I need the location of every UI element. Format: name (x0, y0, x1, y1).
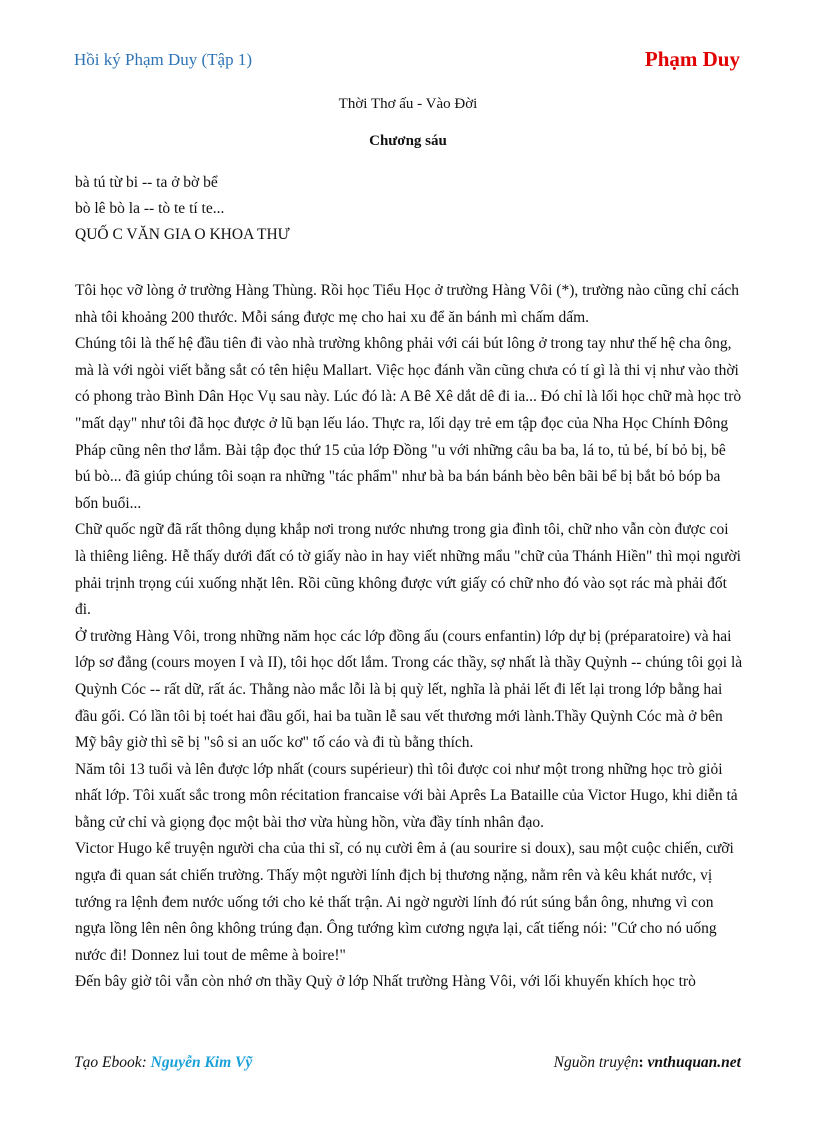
footer-ebook-credit: Tạo Ebook: Nguyễn Kim Vỹ (74, 1054, 253, 1071)
ebook-creator-name: Nguyễn Kim Vỹ (150, 1054, 253, 1071)
paragraph: Ở trường Hàng Vôi, trong những năm học các lớp đồng ấu (cours enfantin) lớp dự bị (préparatoire) và hai lớp sơ đẳng (cours moyen I và II), tôi học dốt lắm. Trong các thầy, sợ nhất là thầy Quỳnh -- chúng tôi gọi là Quỳnh Cóc -- rất dữ, rất ác. Thằng nào mắc lỗi là bị quỳ lết, nghĩa là phải lết đi lết lại trong lớp bằng hai đầu gối. Có lần tôi bị toét hai đầu gối, hai ba tuần lễ sau vết thương mới lành.Thầy Quỳnh Cóc mà ở bên Mỹ bây giờ thì sẽ bị "sô si an uốc kơ" tố cáo và đi tù bằng thích. (75, 627, 743, 752)
body-text (75, 278, 743, 996)
footer-source-credit: Nguồn truyện: vnthuquan.net (553, 1054, 741, 1071)
chapter-title: Chương sáu (369, 133, 447, 149)
paragraph: Đến bây giờ tôi vẫn còn nhớ ơn thầy Quỳ ở lớp Nhất trường Hàng Vôi, với lối khuyến khích học trò (75, 973, 696, 991)
paragraph: Victor Hugo kể truyện người cha của thi sĩ, có nụ cười êm ả (au sourire si doux), sau một cuộc chiến, cưỡi ngựa đi quan sát chiến trường. Thấy một người lính địch bị thương nặng, nằm rên và kêu khát nước, vị tướng ra lệnh đem nước uống tới cho kẻ thất trận. Ai ngờ người lính đó rút súng bắn ông, nhưng vì con ngựa lồng lên nên ông không trúng đạn. Ông tướng kìm cương ngựa lại, cất tiếng nói: "Cứ cho nó uống nước đi! Donnez lui tout de même à boire!" (75, 840, 734, 964)
verse-line: bò lê bò la -- tò te tí te... (75, 200, 225, 217)
verse-line: QUỐ C VĂN GIA O KHOA THƯ (75, 226, 290, 243)
paragraph: Chữ quốc ngữ đã rất thông dụng khắp nơi trong nước nhưng trong gia đình tôi, chữ nho vẫn còn được coi là thiêng liêng. Hễ thấy dưới đất có tờ giấy nào in hay viết những mẩu "chữ của Thánh Hiền" thì mọi người phải trịnh trọng cúi xuống nhặt lên. Rồi cũng không được vứt giấy có chữ nho đó vào sọt rác mà phải đốt đi. (75, 521, 741, 619)
author-name: Phạm Duy (644, 47, 740, 71)
ebook-label: Tạo Ebook (74, 1054, 142, 1071)
section-subtitle: Thời Thơ ấu - Vào Đời (338, 96, 478, 112)
paragraph: Năm tôi 13 tuổi và lên được lớp nhất (cours supérieur) thì tôi được coi như một trong những học trò giỏi nhất lớp. Tôi xuất sắc trong môn récitation francaise với bài Aprês La Bataille của Victor Hugo, khi diễn tả bằng cử chỉ và giọng đọc một bài thơ vừa hùng hồn, vừa đầy tính nhân đạo. (75, 760, 738, 831)
paragraph: Tôi học vỡ lòng ở trường Hàng Thùng. Rồi học Tiểu Học ở trường Hàng Vôi (*), trường nào cũng chỉ cách nhà tôi khoảng 200 thước. Mỗi sáng được mẹ cho hai xu để ăn bánh mì chấm dấm. (75, 282, 740, 326)
source-label: Nguồn truyện (553, 1054, 639, 1071)
book-title: Hồi ký Phạm Duy (Tập 1) (74, 50, 253, 69)
source-site-link[interactable]: vnthuquan.net (647, 1054, 741, 1071)
verse-line: bà tú từ bi -- ta ở bờ bể (75, 174, 218, 191)
verse-block (75, 170, 290, 248)
paragraph: Chúng tôi là thế hệ đầu tiên đi vào nhà trường không phải với cái bút lông ở trong tay như thế hệ cha ông, mà là với ngòi viết bằng sắt có tên hiệu Mallart. Việc học đánh vần cũng chưa có tí gì là thi vị như vào thời có phong trào Bình Dân Học Vụ sau này. Lúc đó là: A Bê Xê dắt dê đi ia... Đó chỉ là lối học chữ mà học trò "mất dạy" như tôi đã học được ở lũ bạn lếu láo. Thực ra, lối dạy trẻ em tập đọc của Nha Học Chính Đông Pháp cũng nên thơ lắm. Bài tập đọc thứ 15 của lớp Đồng "u với những câu ba ba, lá to, tủ bé, bí bỏ bị, bê bú bò... đã giúp chúng tôi soạn ra những "tác phẩm" như bà ba bán bánh bèo bên bãi bể bị bắt bỏ bóp ba bốn buổi... (75, 335, 742, 512)
